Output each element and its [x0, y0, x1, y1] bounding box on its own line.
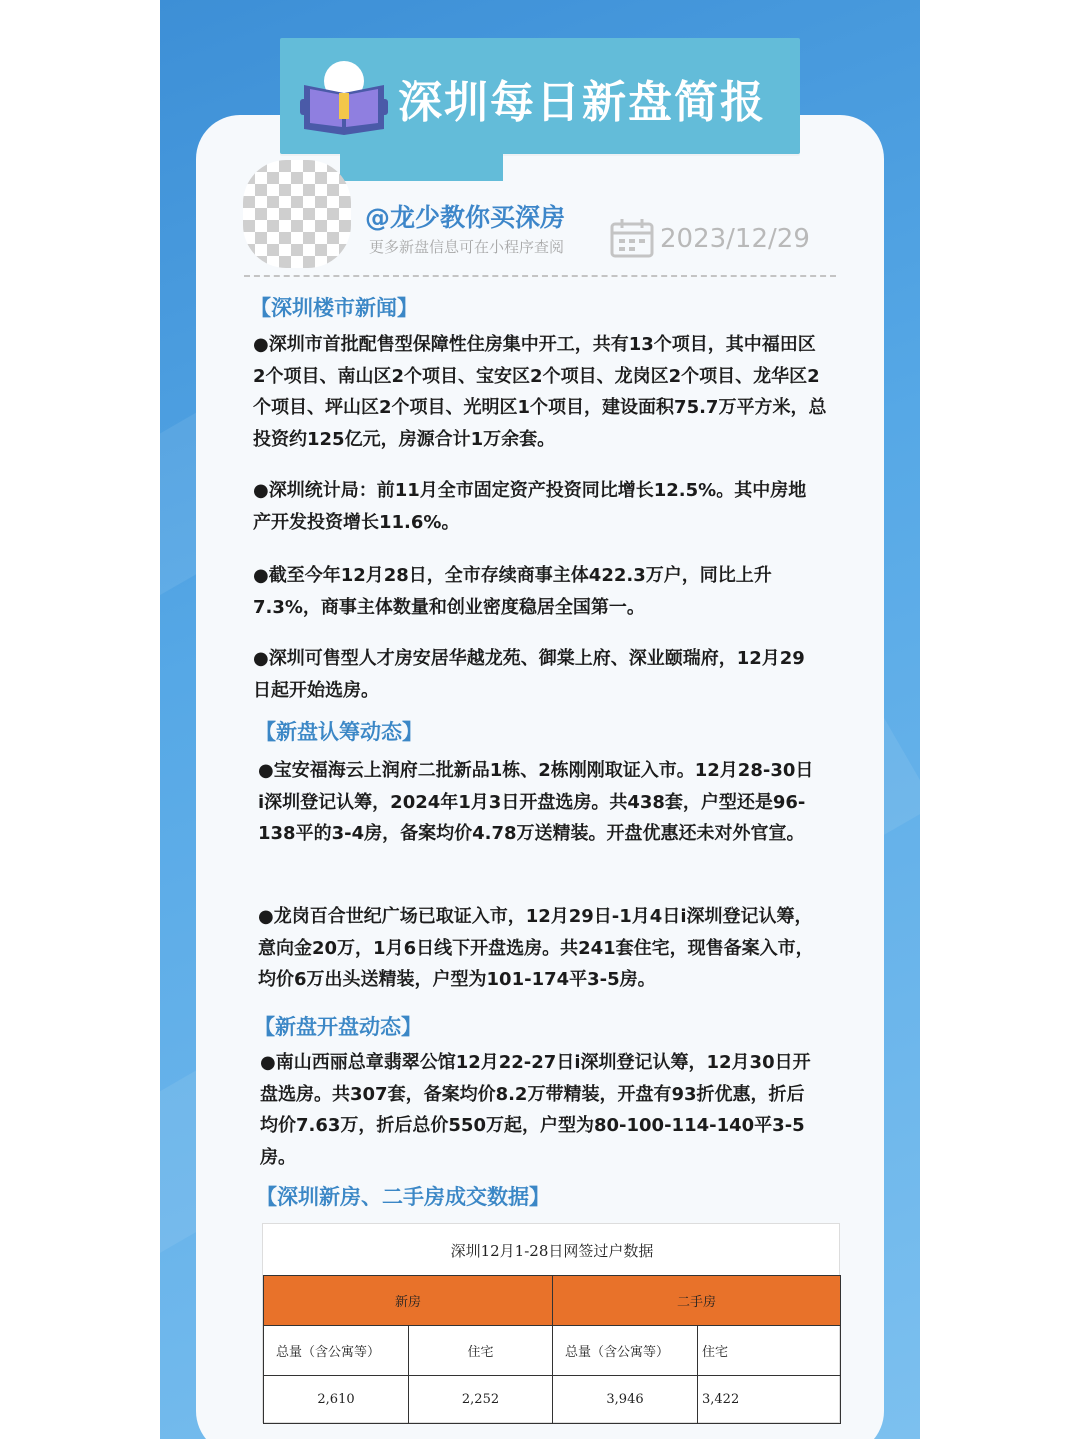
column-header: 总量（含公寓等） [264, 1326, 409, 1376]
page-title: 深圳每日新盘简报 [398, 77, 766, 128]
transaction-table [262, 1223, 840, 1423]
column-header: 住宅 [698, 1326, 841, 1376]
table-cell: 3,422 [698, 1376, 841, 1424]
header-divider [244, 275, 836, 277]
calendar-icon [610, 218, 654, 258]
news-item: ●深圳统计局：前11月全市固定资产投资同比增长12.5%。其中房地产开发投资增长11.6%。 [253, 480, 807, 533]
group-header-resale: 二手房 [553, 1276, 841, 1326]
section-title-opening: 【新盘开盘动态】 [254, 1015, 422, 1039]
book-icon [298, 55, 390, 135]
section-title-news: 【深圳楼市新闻】 [250, 296, 418, 320]
author-handle: @龙少教你买深房 [365, 203, 566, 232]
group-header-new: 新房 [264, 1276, 553, 1326]
table-cell: 2,252 [409, 1376, 553, 1424]
news-item: ●深圳市首批配售型保障性住房集中开工，共有13个项目，其中福田区2个项目、南山区2个项目、宝安区2个项目、龙岗区2个项目、龙华区2个项目、坪山区2个项目、光明区1个项目，建设面积75.7万平方米，总投资约125亿元，房源合计1万余套。 [253, 334, 827, 450]
table-caption: 深圳12月1-28日网签过户数据 [450, 1242, 654, 1260]
section-title-transactions: 【深圳新房、二手房成交数据】 [256, 1185, 550, 1209]
project-item: ●南山西丽总章翡翠公馆12月22-27日i深圳登记认筹，12月30日开盘选房。共307套，备案均价8.2万带精装，开盘有93折优惠，折后均价7.63万，折后总价550万起，户型为80-100-114-140平3-5房。 [260, 1052, 811, 1168]
table-cell: 2,610 [264, 1376, 409, 1424]
data-table [263, 1275, 841, 1424]
table-cell: 3,946 [553, 1376, 698, 1424]
project-item: ●龙岗百合世纪广场已取证入市，12月29日-1月4日i深圳登记认筹，意向金20万，1月6日线下开盘选房。共241套住宅，现售备案入市，均价6万出头送精装，户型为101-174平3-5房。 [258, 906, 814, 990]
column-header: 住宅 [409, 1326, 553, 1376]
news-item: ●深圳可售型人才房安居华越龙苑、御棠上府、深业颐瑞府，12月29日起开始选房。 [253, 648, 805, 701]
subtitle-note: 更多新盘信息可在小程序查阅 [369, 238, 565, 256]
project-item: ●宝安福海云上润府二批新品1栋、2栋刚刚取证入市。12月28-30日i深圳登记认筹，2024年1月3日开盘选房。共438套，户型还是96-138平的3-4房，备案均价4.78万送精装。开盘优惠还未对外官宣。 [258, 760, 814, 844]
avatar [243, 160, 351, 268]
section-title-subscription: 【新盘认筹动态】 [255, 720, 423, 744]
news-item: ●截至今年12月28日，全市存续商事主体422.3万户，同比上升7.3%，商事主体数量和创业密度稳居全国第一。 [253, 565, 772, 618]
date-label: 2023/12/29 [660, 224, 810, 254]
column-header: 总量（含公寓等） [553, 1326, 698, 1376]
